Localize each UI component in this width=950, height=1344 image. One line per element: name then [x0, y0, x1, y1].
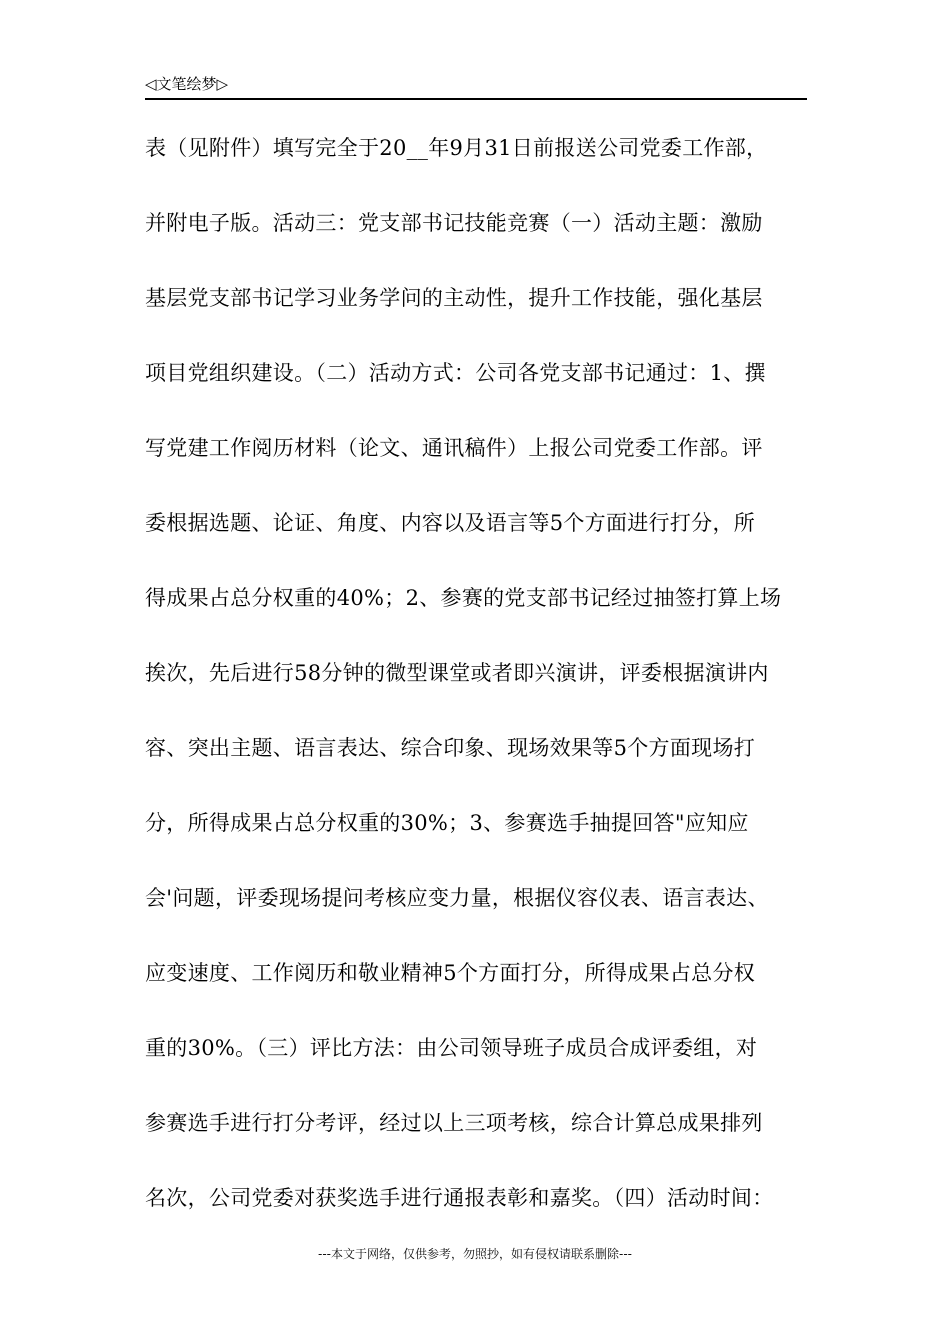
body-line: 表（见附件）填写完全于20__年9月31日前报送公司党委工作部，: [145, 136, 768, 160]
body-line: 分，所得成果占总分权重的30%；3、参赛选手抽提回答"应知应: [145, 811, 749, 835]
header-brand: ◁文笔绘梦▷: [145, 75, 229, 93]
body-line: 得成果占总分权重的40%；2、参赛的党支部书记经过抽签打算上场: [145, 586, 782, 610]
page-header: [145, 74, 807, 100]
body-line: 并附电子版。活动三：党支部书记技能竞赛（一）活动主题：激励: [145, 211, 763, 235]
body-line: 挨次，先后进行58分钟的微型课堂或者即兴演讲，评委根据演讲内: [145, 661, 769, 685]
body-line: 应变速度、工作阅历和敬业精神5个方面打分，所得成果占总分权: [145, 961, 756, 985]
body-line: 参赛选手进行打分考评，经过以上三项考核，综合计算总成果排列: [145, 1111, 763, 1135]
body-line: 名次，公司党委对获奖选手进行通报表彰和嘉奖。（四）活动时间：: [145, 1186, 774, 1210]
body-line: 项目党组织建设。（二）活动方式：公司各党支部书记通过：1、撰: [145, 361, 766, 385]
body-line: 容、突出主题、语言表达、综合印象、现场效果等5个方面现场打: [145, 736, 756, 760]
body-line: 会'问题，评委现场提问考核应变力量，根据仪容仪表、语言表达、: [145, 886, 769, 910]
body-line: 写党建工作阅历材料（论文、通讯稿件）上报公司党委工作部。评: [145, 436, 763, 460]
body-line: 基层党支部书记学习业务学问的主动性，提升工作技能，强化基层: [145, 286, 763, 310]
body-line: 重的30%。（三）评比方法：由公司领导班子成员合成评委组，对: [145, 1036, 758, 1060]
document-body: [145, 130, 825, 1255]
body-line: 委根据选题、论证、角度、内容以及语言等5个方面进行打分，所: [145, 511, 756, 535]
page-footer-notice: ---本文于网络，仅供参考，勿照抄，如有侵权请联系删除---: [318, 1247, 632, 1261]
